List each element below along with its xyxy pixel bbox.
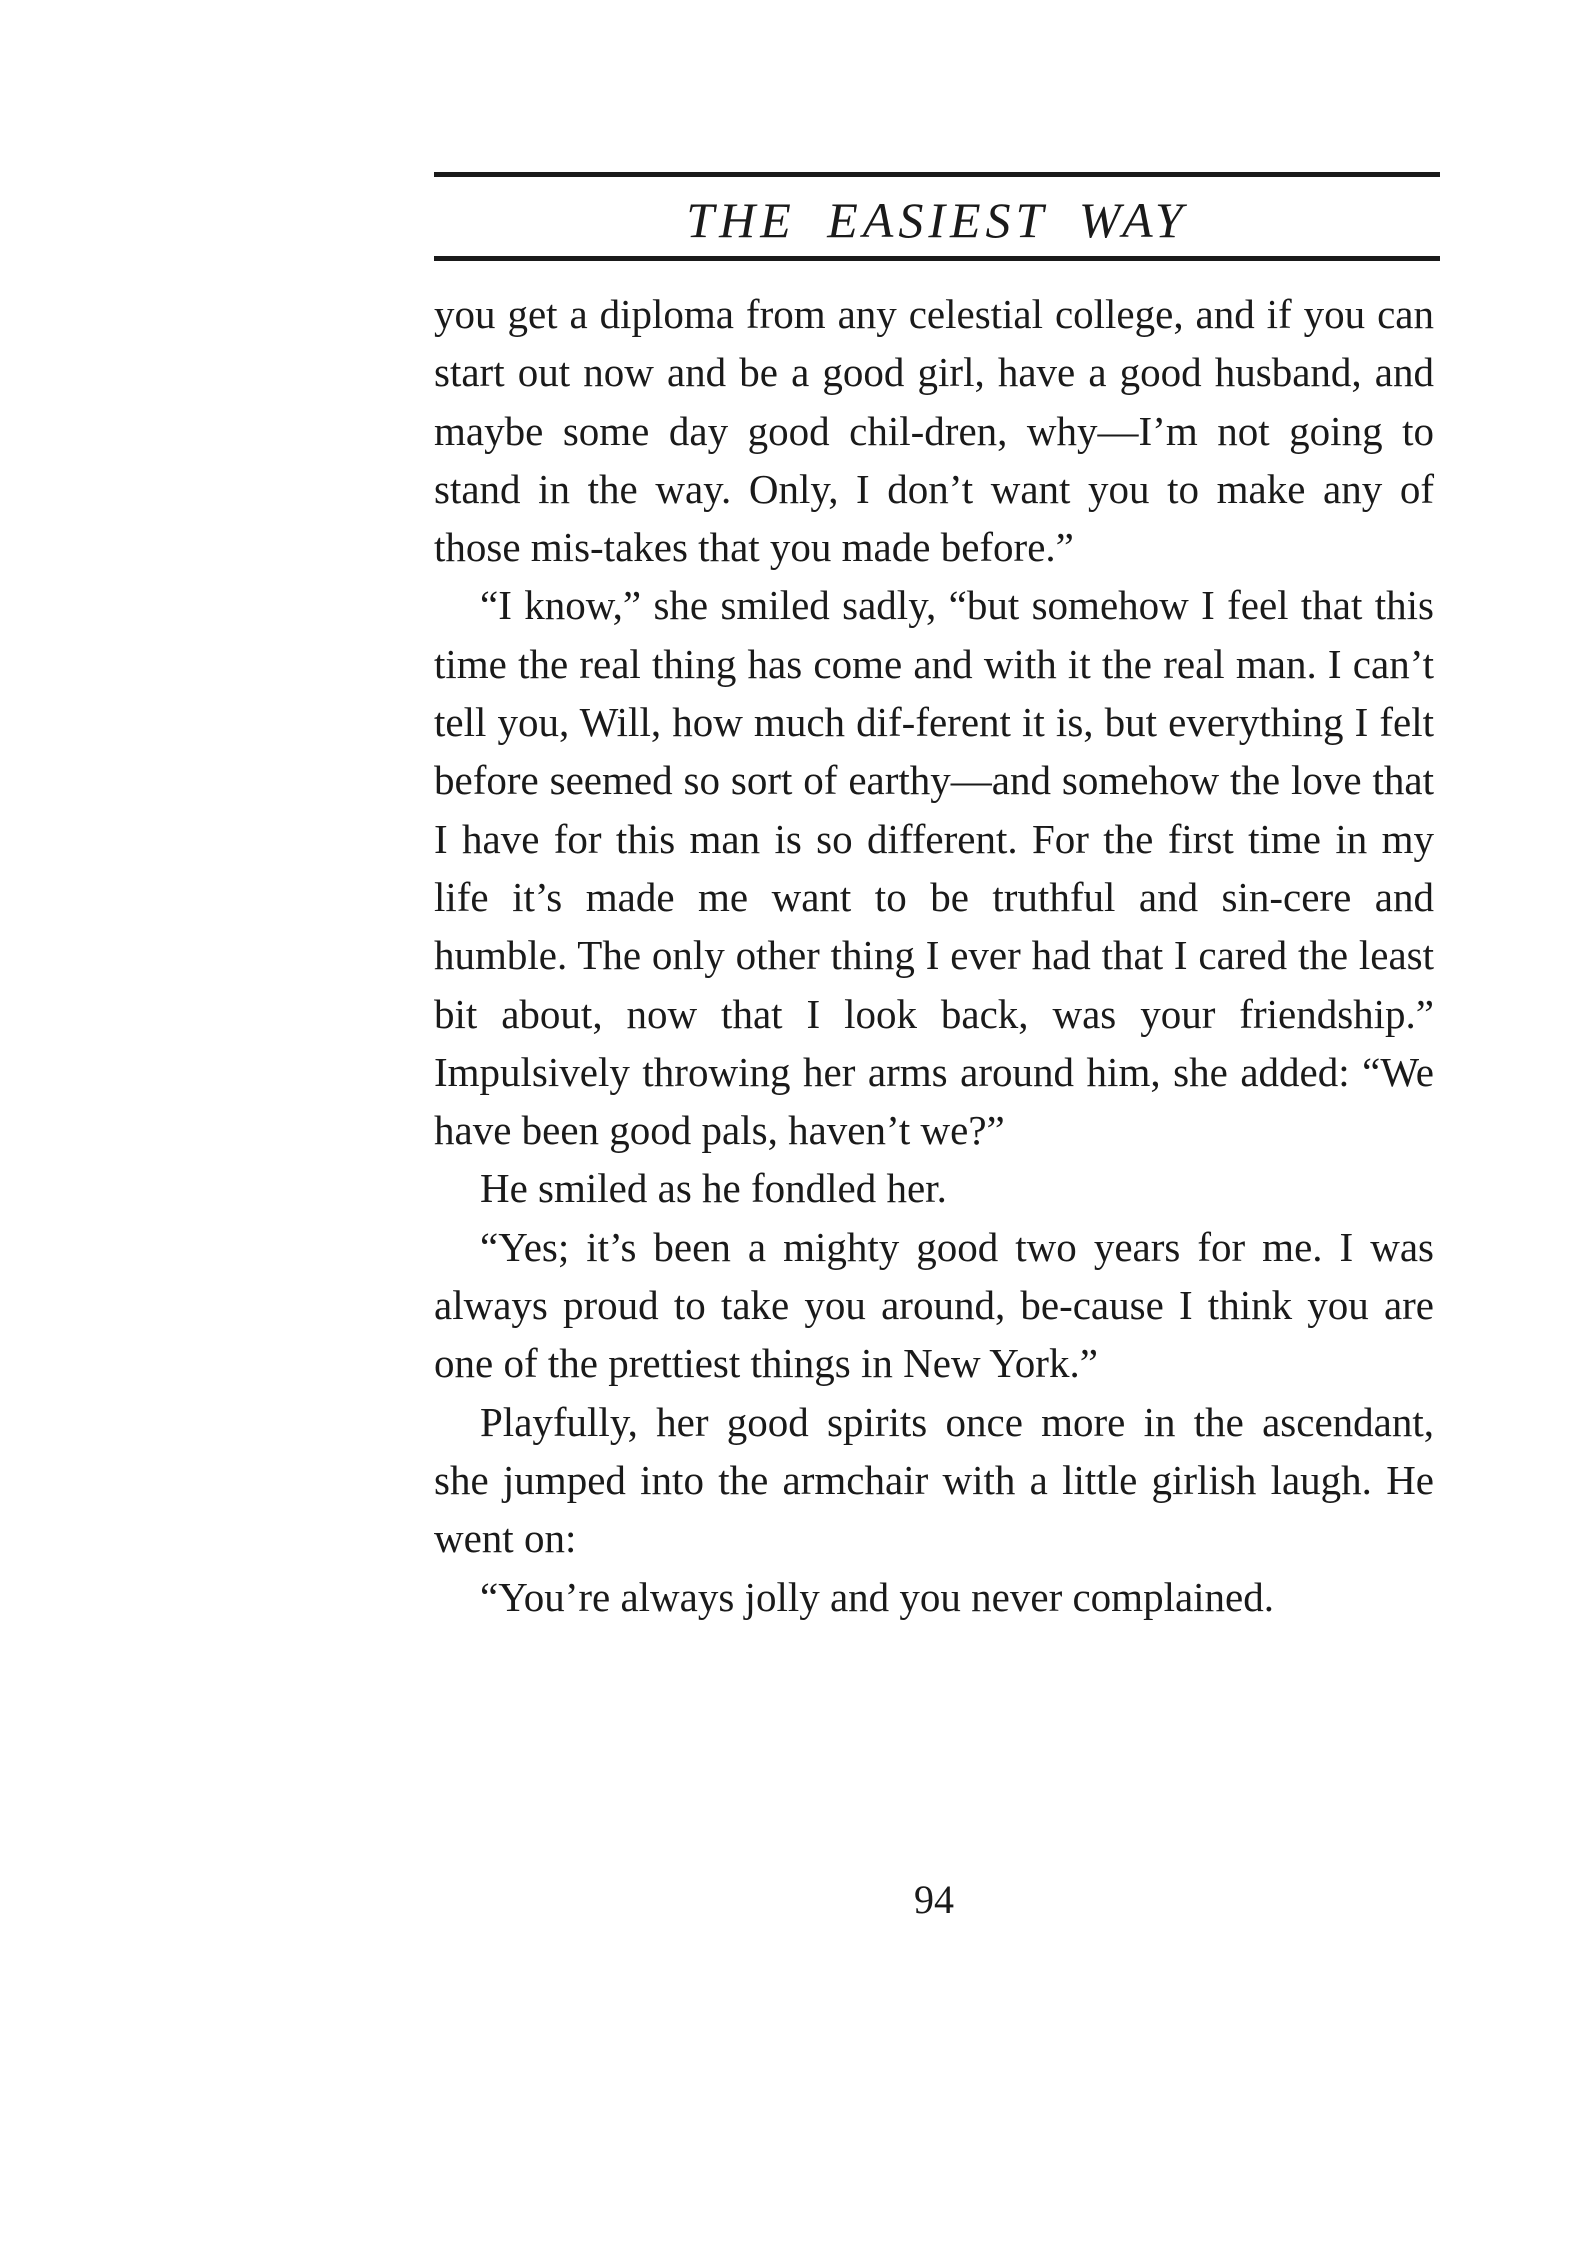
header-rule-bottom [434,256,1440,261]
paragraph: “Yes; it’s been a mighty good two years for me. I was always proud to take you around, be-cause I think you are one of the prettiest things in New York.” [434,1223,1434,1387]
paragraph: “You’re always jolly and you never complained. [480,1573,1274,1620]
paragraph: Playfully, her good spirits once more in the ascendant, she jumped into the armchair with a little girlish laugh. He went on: [434,1398,1434,1562]
running-title: THE EASIEST WAY [686,192,1188,248]
running-header [434,172,1440,266]
paragraph: “I know,” she smiled sadly, “but somehow I feel that this time the real thing has come and with it the real man. I can’t tell you, Will, how much dif-ferent it is, but everything I felt before seemed so sort of earthy—and somehow the love that I have for this man is so different. For the first time in my life it’s made me want to be truthful and sin-cere and humble. The only other thing I ever had that I cared the least bit about, now that I look back, was your friendship.” Impulsively throwing her arms around him, she added: “We have been good pals, haven’t we?” [434,582,1434,1154]
page-number: 94 [914,1877,954,1922]
paragraph: He smiled as he fondled her. [480,1165,947,1212]
paragraph-continuation: you get a diploma from any celestial college, and if you can start out now and be a good girl, have a good husband, and maybe some day good chil-dren, why—I’m not going to stand in the way. Only, I don’t want you to make any of those mis-takes that you made before.” [434,291,1434,571]
body-text [434,285,1434,1626]
header-rule-top [434,172,1440,177]
